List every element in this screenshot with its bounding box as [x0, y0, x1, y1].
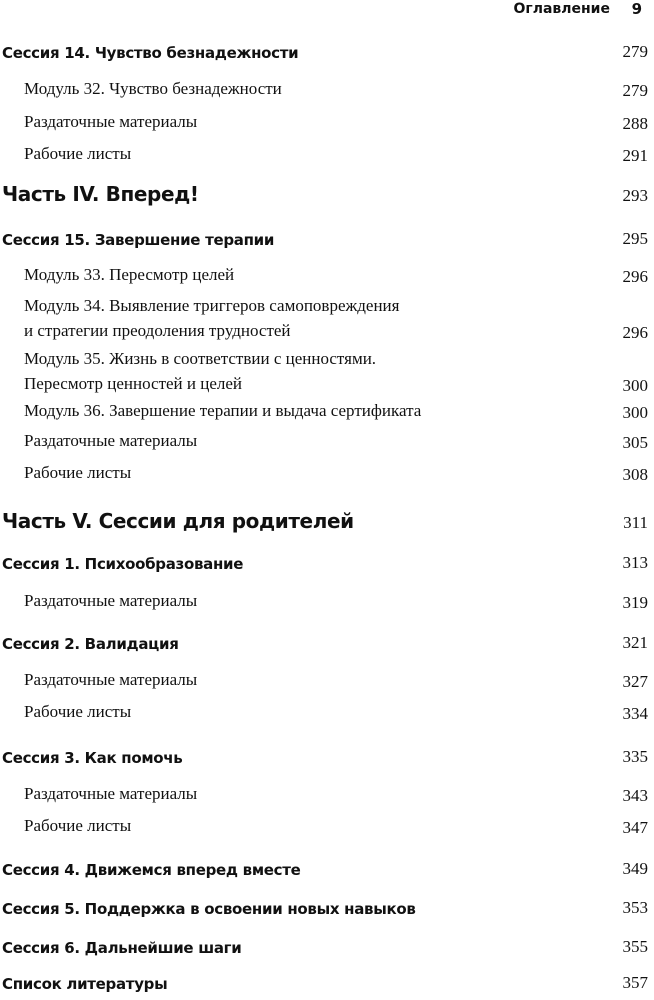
toc-entry-label: Сессия 15. Завершение терапии: [2, 231, 275, 249]
toc-entry-page: 343: [622, 786, 648, 805]
toc-entry-session[interactable]: [0, 633, 654, 653]
toc-entry-handouts[interactable]: [0, 781, 654, 806]
toc-entry-worksheets[interactable]: [0, 460, 654, 485]
toc-entry-page: 355: [622, 937, 648, 956]
toc-entry-page: 300: [622, 403, 648, 422]
toc-entry-page: 347: [622, 818, 648, 837]
toc-entry-label: Часть IV. Вперед!: [2, 182, 199, 206]
toc-entry-label: Рабочие листы: [24, 144, 132, 163]
toc-entry-worksheets[interactable]: [0, 699, 654, 724]
toc-entry-label: Часть V. Сессии для родителей: [2, 509, 354, 533]
toc-entry-label: Раздаточные материалы: [24, 670, 198, 689]
toc-entry-page: 321: [622, 633, 648, 652]
toc-entry-label: Модуль 32. Чувство безнадежности: [24, 79, 282, 98]
toc-entry-session[interactable]: [0, 937, 654, 957]
toc-entry-module[interactable]: [0, 398, 654, 423]
toc-entry-page: 313: [622, 553, 648, 572]
toc-entry-bibliography[interactable]: [0, 973, 654, 993]
toc-entry-session[interactable]: [0, 229, 654, 249]
toc-entry-page: 296: [622, 323, 648, 342]
toc-entry-label: Раздаточные материалы: [24, 784, 198, 803]
toc-entry-page: 295: [622, 229, 648, 248]
toc-entry-label-line: и стратегии преодоления трудностей: [24, 321, 291, 340]
toc-entry-page: 279: [622, 42, 648, 61]
toc-entry-module[interactable]: [0, 262, 654, 287]
toc-entry-label-line: Модуль 34. Выявление триггеров самоповреждения: [24, 296, 400, 315]
toc-entry-label: Модуль 36. Завершение терапии и выдача сертификата: [24, 401, 422, 420]
toc-entry-page: 334: [622, 704, 648, 723]
toc-entry-label: Сессия 6. Дальнейшие шаги: [2, 939, 242, 957]
toc-entry-label: Сессия 2. Валидация: [2, 635, 179, 653]
toc-entry-page: 288: [622, 114, 648, 133]
toc-entry-session[interactable]: [0, 859, 654, 879]
toc-entry-page: 353: [622, 898, 648, 917]
toc-entry-part[interactable]: [0, 509, 654, 533]
toc-entry-label: Раздаточные материалы: [24, 431, 198, 450]
toc-entry-label: Раздаточные материалы: [24, 112, 198, 131]
toc-entry-label: Рабочие листы: [24, 702, 132, 721]
running-head-title: Оглавление: [513, 1, 610, 17]
toc-entry-module[interactable]: [0, 76, 654, 101]
toc-entry-label: Рабочие листы: [24, 463, 132, 482]
toc-entry-label: [0, 293, 399, 343]
toc-entry-page: 349: [622, 859, 648, 878]
toc-entry-label: Сессия 1. Психообразование: [2, 555, 244, 573]
toc-entry-worksheets[interactable]: [0, 141, 654, 166]
toc-entry-page: 291: [622, 146, 648, 165]
toc-entry-session[interactable]: [0, 42, 654, 62]
toc-entry-label: Сессия 3. Как помочь: [2, 749, 183, 767]
toc-entry-page: 335: [622, 747, 648, 766]
toc-entry-label-line: Пересмотр ценностей и целей: [24, 374, 243, 393]
toc-entry-label: Раздаточные материалы: [24, 591, 198, 610]
toc-entry-part[interactable]: [0, 182, 654, 206]
toc-entry-session[interactable]: [0, 898, 654, 918]
toc-entry-label: Модуль 33. Пересмотр целей: [24, 265, 235, 284]
toc-entry-session[interactable]: [0, 553, 654, 573]
toc-entry-label: Рабочие листы: [24, 816, 132, 835]
toc-entry-label: Сессия 5. Поддержка в освоении новых навыков: [2, 900, 416, 918]
running-head: [0, 0, 654, 22]
toc-entry-label-line: Модуль 35. Жизнь в соответствии с ценностями.: [24, 349, 377, 368]
toc-entry-page: 319: [622, 593, 648, 612]
toc-entry-page: 357: [622, 973, 648, 992]
toc-entry-page: 308: [622, 465, 648, 484]
toc-entry-worksheets[interactable]: [0, 813, 654, 838]
toc-entry-handouts[interactable]: [0, 667, 654, 692]
toc-entry-page: 305: [622, 433, 648, 452]
toc-entry-label: [0, 346, 376, 396]
toc-entry-page: 279: [622, 81, 648, 100]
toc-entry-page: 327: [622, 672, 648, 691]
running-head-page-number: 9: [631, 0, 642, 18]
toc-entry-page: 300: [622, 376, 648, 395]
toc-entry-handouts[interactable]: [0, 588, 654, 613]
toc-entry-module[interactable]: [0, 346, 654, 396]
toc-entry-label: Список литературы: [2, 975, 168, 993]
toc-entry-label: Сессия 14. Чувство безнадежности: [2, 44, 299, 62]
toc-entry-handouts[interactable]: [0, 109, 654, 134]
toc-entry-handouts[interactable]: [0, 428, 654, 453]
toc-entry-page: 311: [623, 513, 648, 532]
toc-entry-module[interactable]: [0, 293, 654, 343]
toc-entry-label: Сессия 4. Движемся вперед вместе: [2, 861, 301, 879]
toc-entry-page: 293: [622, 186, 648, 205]
toc-entry-page: 296: [622, 267, 648, 286]
toc-entry-session[interactable]: [0, 747, 654, 767]
